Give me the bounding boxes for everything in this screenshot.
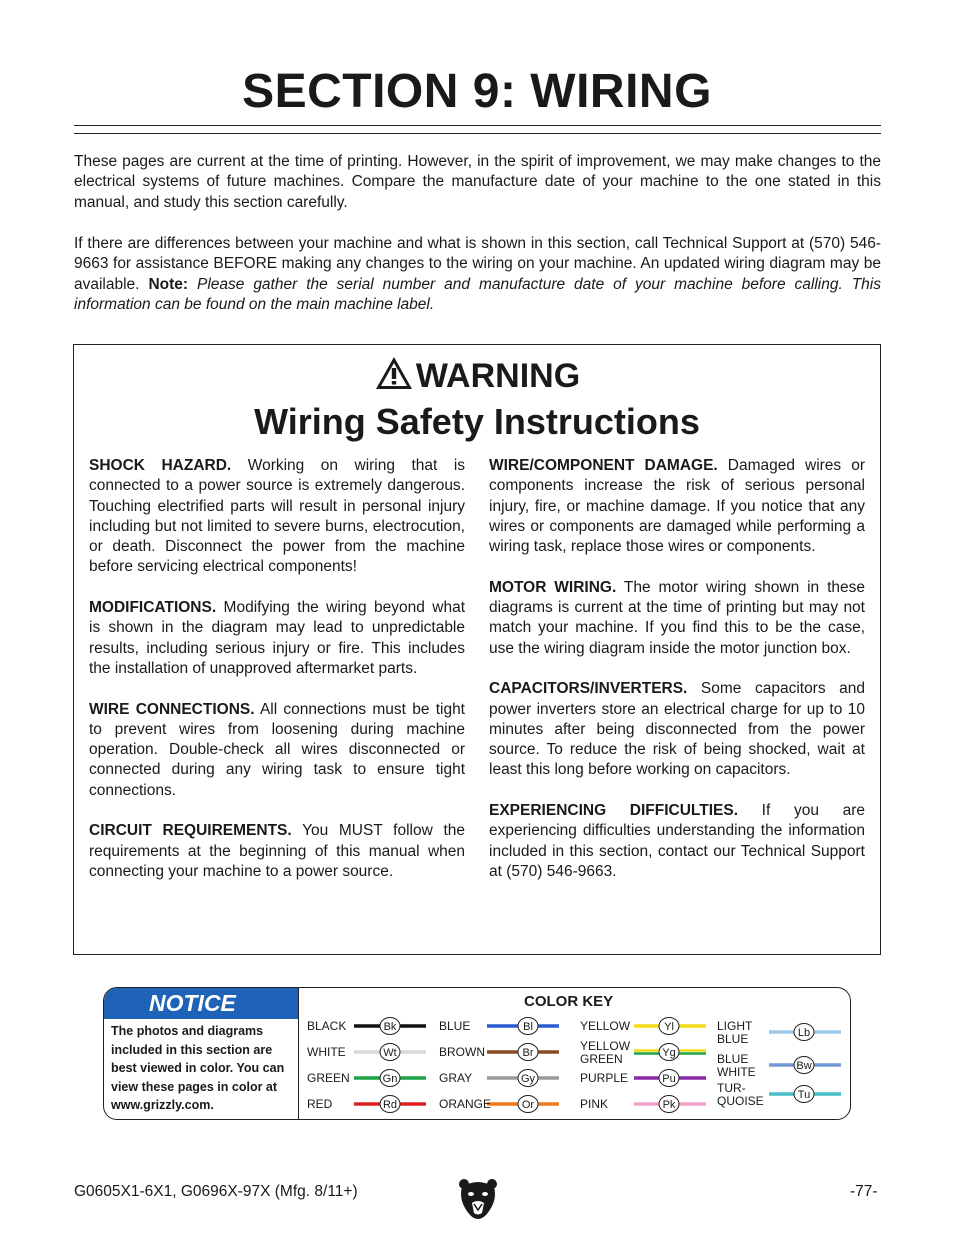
notice-text: The photos and diagrams included in this section are best viewed in color. You can view these pages in color at www.grizzly.com.	[111, 1024, 285, 1113]
ck-col4-1-abbr: Bw	[796, 1060, 812, 1072]
intro-note-label: Note:	[148, 275, 189, 293]
modifications-text: Modifying the wiring beyond what is shown in the diagram may lead to unpredictable results, including serious injury or fire. This includes the installation of unapproved aftermarket parts.	[89, 599, 466, 677]
modifications-item	[89, 598, 465, 679]
ck-col4-2-abbr: Tu	[797, 1089, 811, 1101]
ck-col1-1-label: WHITE	[307, 1045, 346, 1059]
title-rule-top	[74, 125, 881, 126]
motor-wiring-item	[489, 578, 865, 659]
motor-wiring-title: MOTOR WIRING.	[489, 578, 617, 596]
wire-damage-item	[489, 456, 865, 557]
ck-col2-2-abbr: Gy	[520, 1073, 536, 1085]
warning-label: WARNING	[415, 357, 581, 395]
wire-damage-text: Damaged wires or components increase the risk of serious personal injury, fire, or machine damage. If you notice that any wires or components are damaged while performing a wiring task, replace those wires or components.	[489, 457, 865, 556]
wire-connections-title: WIRE CONNECTIONS.	[89, 700, 255, 718]
shock-hazard-title: SHOCK HAZARD.	[89, 457, 232, 474]
capacitors-item	[489, 679, 865, 780]
warning-right-column	[489, 456, 865, 903]
ck-col4-2-label: TUR-	[717, 1081, 746, 1095]
page-title: SECTION 9: WIRING	[242, 65, 712, 118]
warning-left-column	[89, 456, 465, 903]
capacitors-text: Some capacitors and power inverters store an electrical charge for up to 10 minutes after being disconnected from the power source. To reduce the risk of being shocked, wait at least this long before working on capacitors.	[489, 680, 865, 779]
intro-paragraph-1: These pages are current at the time of printing. However, in the spirit of improvement, we may make changes to the electrical systems of future machines. Compare the manufacture date of your machine to the one stated in this manual, and study this section carefully.	[74, 153, 881, 211]
motor-wiring-text: The motor wiring shown in these diagrams is current at the time of printing but may not match your machine. If you find this to be the case, use the wiring diagram inside the motor junction box.	[489, 578, 865, 657]
shock-hazard-item	[89, 456, 465, 578]
intro-paragraph-2	[74, 234, 881, 315]
circuit-requirements-title: CIRCUIT REQUIREMENTS.	[89, 822, 292, 840]
ck-col1-0-label: BLACK	[307, 1019, 347, 1033]
wire-connections-text: All connections must be tight to prevent wires from loosening during machine operation. Double-check all wires disconnected or connected during any wiring task to ensure tight connections.	[89, 700, 465, 799]
ck-col2-3-label: ORANGE	[439, 1097, 492, 1111]
ck-col3-1-label: YELLOW	[580, 1039, 631, 1053]
wire-connections-item	[89, 700, 465, 801]
ck-col2-0-label: BLUE	[439, 1019, 471, 1033]
footer-models: G0605X1-6X1, G0696X-97X (Mfg. 8/11+)	[74, 1183, 358, 1200]
grizzly-bear-logo-icon	[458, 1177, 498, 1221]
warning-subheading: Wiring Safety Instructions	[254, 401, 700, 442]
ck-col2-1-abbr: Br	[522, 1047, 534, 1059]
wire-damage-title: WIRE/COMPONENT DAMAGE.	[489, 457, 718, 474]
ck-col1-0-abbr: Bk	[383, 1021, 397, 1033]
title-rule-bottom	[74, 133, 881, 134]
circuit-requirements-item	[89, 821, 465, 882]
ck-col1-3-abbr: Rd	[382, 1099, 398, 1111]
ck-col1-3-label: RED	[307, 1097, 333, 1111]
ck-col3-1-label-line2: GREEN	[580, 1052, 623, 1066]
ck-col4-1-label: BLUE	[717, 1052, 749, 1066]
ck-col1-2-abbr: Gn	[382, 1073, 398, 1085]
ck-col2-3-abbr: Or	[521, 1099, 535, 1111]
notice-panel	[103, 987, 851, 1120]
intro-p2-text: If there are differences between your machine and what is shown in this section, call Technical Support at (570) 546-9663 for assistance BEFORE making any changes to the wiring on your machine. An updated wiring diagram may be available.	[74, 235, 881, 293]
difficulties-item	[489, 801, 865, 882]
ck-col1-1-abbr: Wt	[383, 1047, 397, 1059]
ck-col3-2-abbr: Pu	[662, 1073, 676, 1085]
ck-col1-2-label: GREEN	[307, 1071, 350, 1085]
footer-page-number: -77-	[850, 1183, 878, 1200]
warning-box	[73, 344, 881, 955]
warning-heading	[74, 355, 880, 396]
ck-col3-3-label: PINK	[580, 1097, 609, 1111]
circuit-requirements-text: You MUST follow the requirements at the beginning of this manual when connecting your machine to a power source.	[89, 822, 465, 880]
ck-col4-0-abbr: Lb	[797, 1027, 811, 1039]
capacitors-title: CAPACITORS/INVERTERS.	[489, 680, 688, 698]
ck-col3-2-label: PURPLE	[580, 1071, 629, 1085]
ck-col3-3-abbr: Pk	[662, 1099, 676, 1111]
color-key-title: COLOR KEY	[524, 993, 614, 1010]
notice-badge: NOTICE	[104, 988, 298, 1019]
difficulties-text: If you are experiencing difficulties understanding the information included in this section, contact our Technical Support at (570) 546-9663.	[489, 802, 865, 880]
shock-hazard-text: Working on wiring that is connected to a power source is extremely dangerous. Touching electrified parts will result in personal injury including but not limited to severe burns, electrocution, or death. Disconnect the power from the machine before servicing electrical components!	[89, 457, 466, 576]
ck-col4-2-label-line2: QUOISE	[717, 1094, 764, 1108]
ck-col4-0-label-line2: BLUE	[717, 1032, 749, 1046]
difficulties-title: EXPERIENCING DIFFICULTIES.	[489, 802, 738, 820]
warning-triangle-icon	[374, 355, 414, 391]
modifications-title: MODIFICATIONS.	[89, 599, 217, 617]
intro-note-text: Please gather the serial number and manufacture date of your machine before calling. This information can be found on the main machine label.	[74, 275, 881, 313]
ck-col2-2-label: GRAY	[439, 1071, 473, 1085]
ck-col2-0-abbr: Bl	[523, 1021, 533, 1033]
ck-col3-0-label: YELLOW	[580, 1019, 631, 1033]
ck-col4-1-label-line2: WHITE	[717, 1065, 756, 1079]
ck-col3-0-abbr: Yl	[664, 1021, 674, 1033]
ck-col2-1-label: BROWN	[439, 1045, 485, 1059]
ck-col4-0-label: LIGHT	[717, 1019, 753, 1033]
ck-col3-1-abbr: Yg	[662, 1047, 676, 1059]
